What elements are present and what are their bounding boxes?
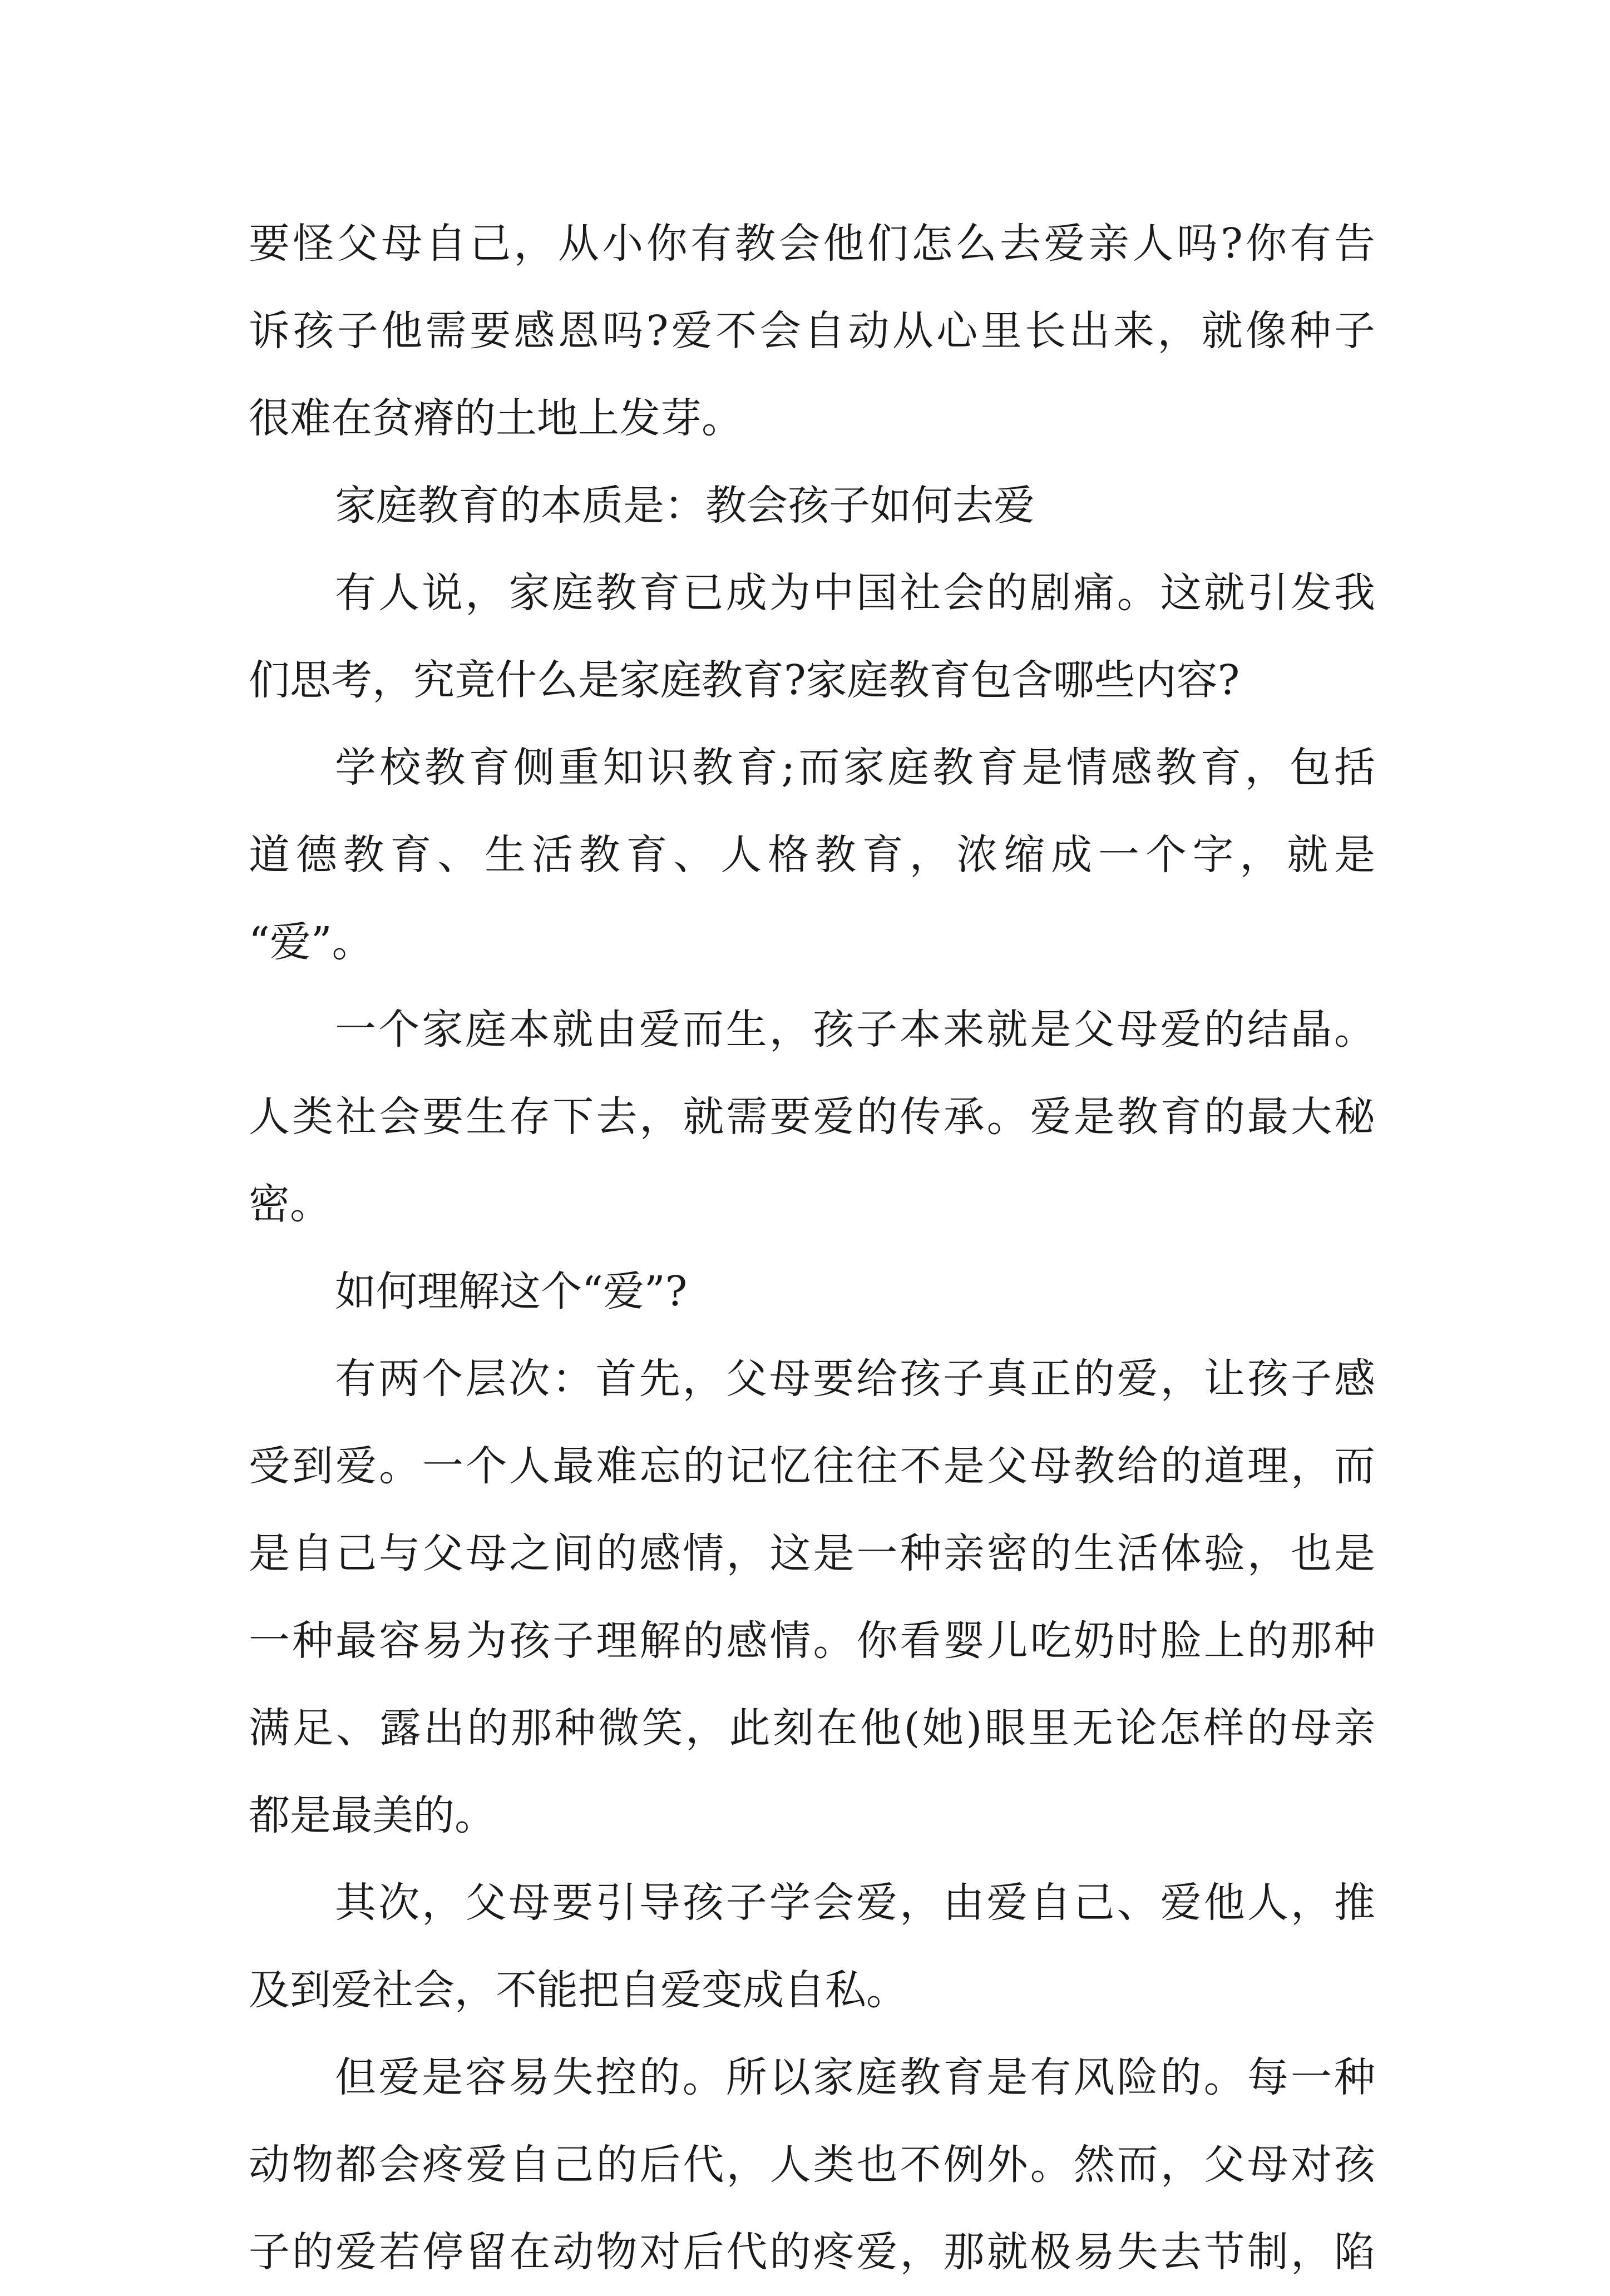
text-line-11: 人类社会要生存下去，就需要爱的传承。爱是教育的最大秘 <box>249 1093 1375 1141</box>
text-line-22: 但爱是容易失控的。所以家庭教育是有风险的。每一种 <box>335 2053 1375 2101</box>
text-line-3: 很难在贫瘠的土地上发芽。 <box>249 394 743 442</box>
body-text <box>249 200 1375 2296</box>
text-line-8: 道德教育、生活教育、人格教育，浓缩成一个字，就是 <box>249 831 1375 879</box>
text-line-12: 密。 <box>249 1180 331 1228</box>
text-line-23: 动物都会疼爱自己的后代，人类也不例外。然而，父母对孩 <box>249 2141 1375 2189</box>
text-line-14: 有两个层次：首先，父母要给孩子真正的爱，让孩子感 <box>335 1355 1375 1403</box>
text-line-20: 其次，父母要引导孩子学会爱，由爱自己、爱他人，推 <box>335 1879 1375 1927</box>
text-line-19: 都是最美的。 <box>249 1792 496 1839</box>
text-line-16: 是自己与父母之间的感情，这是一种亲密的生活体验，也是 <box>249 1530 1375 1577</box>
text-line-7: 学校教育侧重知识教育;而家庭教育是情感教育，包括 <box>335 744 1375 791</box>
text-line-10: 一个家庭本就由爱而生，孩子本来就是父母爱的结晶。 <box>335 1006 1375 1053</box>
text-line-17: 一种最容易为孩子理解的感情。你看婴儿吃奶时脸上的那种 <box>249 1617 1375 1665</box>
text-line-15: 受到爱。一个人最难忘的记忆往往不是父母教给的道理，而 <box>249 1442 1375 1490</box>
text-line-9: “爱”。 <box>249 918 373 966</box>
text-line-13: 如何理解这个“爱”? <box>335 1268 688 1315</box>
text-line-24: 子的爱若停留在动物对后代的疼爱，那就极易失去节制，陷 <box>249 2228 1375 2276</box>
text-line-1: 要怪父母自己，从小你有教会他们怎么去爱亲人吗?你有告 <box>249 220 1375 268</box>
text-line-2: 诉孩子他需要感恩吗?爱不会自动从心里长出来，就像种子 <box>249 307 1375 355</box>
text-line-5: 有人说，家庭教育已成为中国社会的剧痛。这就引发我 <box>335 569 1375 617</box>
text-line-21: 及到爱社会，不能把自爱变成自私。 <box>249 1966 907 2014</box>
text-line-6: 们思考，究竟什么是家庭教育?家庭教育包含哪些内容? <box>249 656 1240 704</box>
section-heading: 家庭教育的本质是：教会孩子如何去爱 <box>335 482 1035 530</box>
text-line-18: 满足、露出的那种微笑，此刻在他(她)眼里无论怎样的母亲 <box>249 1704 1375 1752</box>
